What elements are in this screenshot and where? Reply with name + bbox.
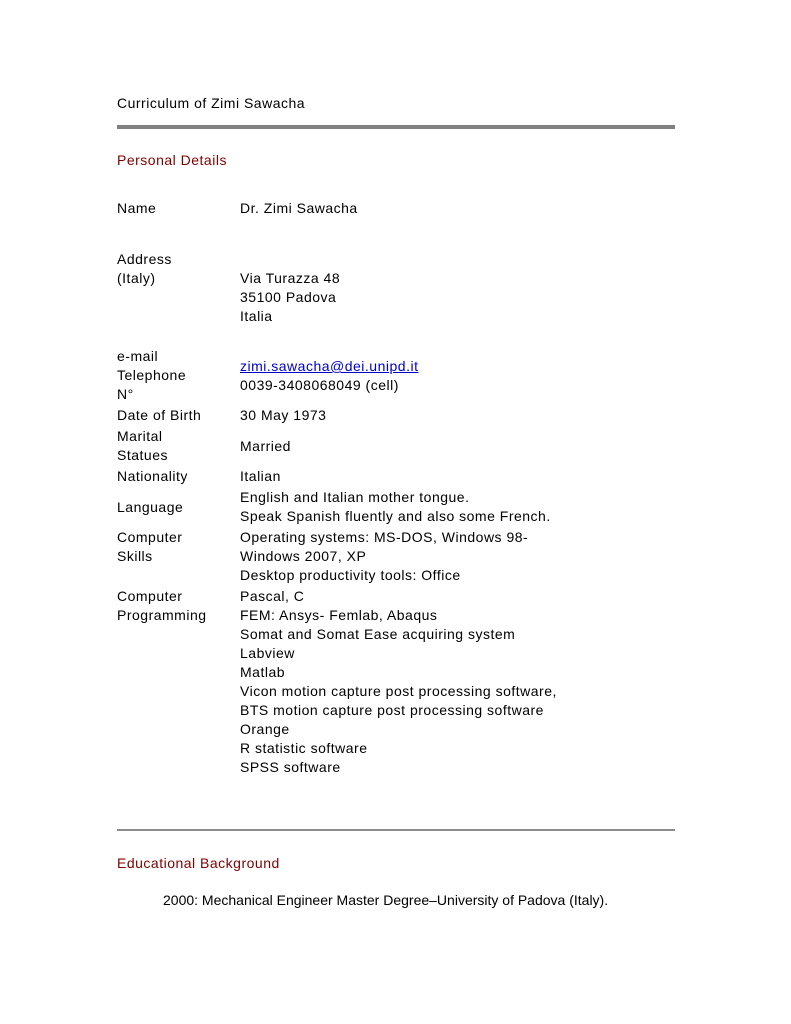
language-line-2: Speak Spanish fluently and also some French. <box>240 508 551 524</box>
skills-line-3: Desktop productivity tools: Office <box>240 567 461 583</box>
skills-line-2: Windows 2007, XP <box>240 548 367 564</box>
programming-item: BTS motion capture post processing software <box>240 702 544 718</box>
personal-details-heading: Personal Details <box>117 152 227 168</box>
marital-label-statues: Statues <box>117 447 168 463</box>
education-heading: Educational Background <box>117 855 280 871</box>
marital-label: Marital <box>117 428 163 444</box>
nationality-label: Nationality <box>117 468 188 484</box>
programming-item: SPSS software <box>240 759 341 775</box>
dob-value: 30 May 1973 <box>240 407 327 423</box>
programming-item: R statistic software <box>240 740 368 756</box>
skills-line-1: Operating systems: MS-DOS, Windows 98- <box>240 529 529 545</box>
programming-label: Computer <box>117 588 183 604</box>
programming-label-programming: Programming <box>117 607 207 623</box>
telephone-label: Telephone <box>117 367 187 383</box>
programming-item: Vicon motion capture post processing software, <box>240 683 557 699</box>
programming-item: Labview <box>240 645 295 661</box>
telephone-value: 0039-3408068049 (cell) <box>240 377 399 393</box>
skills-label-skills: Skills <box>117 548 153 564</box>
address-label: Address <box>117 251 172 267</box>
marital-value: Married <box>240 438 291 454</box>
document-title: Curriculum of Zimi Sawacha <box>117 95 306 111</box>
telephone-label-number: N° <box>117 386 134 402</box>
name-value: Dr. Zimi Sawacha <box>240 200 358 216</box>
name-label: Name <box>117 200 157 216</box>
language-line-1: English and Italian mother tongue. <box>240 489 470 505</box>
email-link[interactable]: zimi.sawacha@dei.unipd.it <box>240 358 419 374</box>
address-street: Via Turazza 48 <box>240 270 341 286</box>
programming-item: FEM: Ansys- Femlab, Abaqus <box>240 607 438 623</box>
programming-item: Matlab <box>240 664 286 680</box>
programming-item: Somat and Somat Ease acquiring system <box>240 626 516 642</box>
language-label: Language <box>117 499 184 515</box>
education-entry: 2000: Mechanical Engineer Master Degree–University of Padova (Italy). <box>163 892 609 908</box>
dob-label: Date of Birth <box>117 407 202 423</box>
title-divider <box>117 125 675 129</box>
address-country: Italia <box>240 308 273 324</box>
programming-item: Pascal, C <box>240 588 305 604</box>
nationality-value: Italian <box>240 468 281 484</box>
email-label: e-mail <box>117 348 159 364</box>
programming-item: Orange <box>240 721 290 737</box>
skills-label: Computer <box>117 529 183 545</box>
address-city: 35100 Padova <box>240 289 337 305</box>
address-label-country: (Italy) <box>117 270 156 286</box>
section-divider <box>117 829 675 831</box>
